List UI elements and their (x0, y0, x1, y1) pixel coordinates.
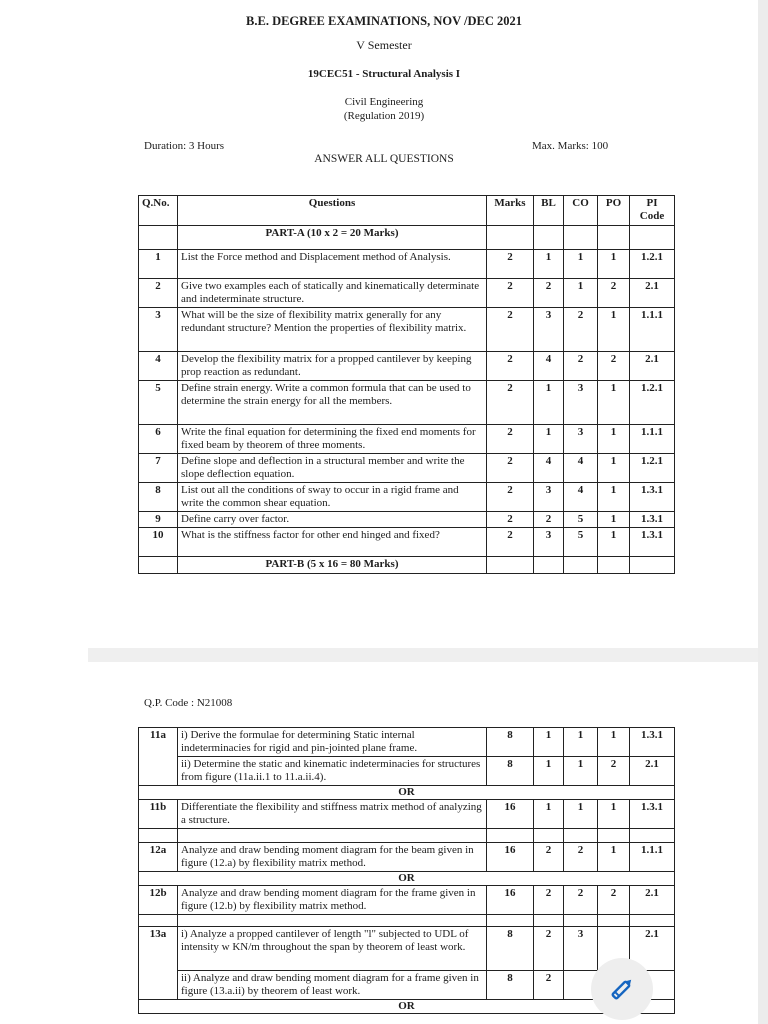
table-row (139, 381, 675, 425)
bl-cell: 1 (534, 381, 564, 425)
marks-cell: 16 (487, 800, 534, 829)
marks-cell: 2 (487, 250, 534, 279)
q-number: 10 (139, 528, 178, 557)
question-text: Analyze and draw bending moment diagram for the beam given in figure (12.a) by flexibility matrix method. (178, 843, 487, 872)
marks-cell: 2 (487, 483, 534, 512)
q-number: 8 (139, 483, 178, 512)
header-row (139, 196, 675, 226)
co-cell: 1 (564, 279, 598, 308)
col-co: CO (564, 196, 598, 226)
question-text: i) Analyze a propped cantilever of length "l" subjected to UDL of intensity w KN/m throughout the span by theorem of least work. (178, 927, 487, 971)
po-cell: 2 (598, 352, 630, 381)
pi-cell: 1.1.1 (630, 425, 675, 454)
po-cell: 2 (598, 279, 630, 308)
bl-cell: 4 (534, 352, 564, 381)
pi-cell: 2.1 (630, 927, 675, 971)
col-qno: Q.No. (139, 196, 178, 226)
marks-cell: 2 (487, 381, 534, 425)
or-label: OR (139, 872, 675, 886)
spacer-row (139, 829, 675, 843)
q-number: 7 (139, 454, 178, 483)
pi-cell: 1.1.1 (630, 308, 675, 352)
pi-cell: 1.3.1 (630, 483, 675, 512)
bl-cell: 2 (534, 843, 564, 872)
q-number: 5 (139, 381, 178, 425)
spacer-row (139, 915, 675, 927)
course-title: 19CEC51 - Structural Analysis I (307, 68, 461, 80)
department: Civil Engineering (344, 96, 424, 108)
q-number: 11a (139, 728, 178, 786)
q-number: 1 (139, 250, 178, 279)
table-row (139, 454, 675, 483)
question-text: Define strain energy. Write a common formula that can be used to determine the strain energy for all the members. (178, 381, 487, 425)
regulation: (Regulation 2019) (343, 110, 425, 122)
table-row (139, 528, 675, 557)
table-row (139, 512, 675, 528)
table-row (139, 800, 675, 829)
part-a-row (139, 226, 675, 250)
po-cell: 1 (598, 512, 630, 528)
exam-title: B.E. DEGREE EXAMINATIONS, NOV /DEC 2021 (246, 14, 522, 28)
col-pi-code: PI Code (630, 196, 675, 226)
co-cell: 1 (564, 800, 598, 829)
question-text: List the Force method and Displacement method of Analysis. (178, 250, 487, 279)
bl-cell: 3 (534, 308, 564, 352)
bl-cell: 1 (534, 757, 564, 786)
co-cell: 4 (564, 454, 598, 483)
bl-cell: 2 (534, 971, 564, 1000)
table-row (139, 250, 675, 279)
bl-cell: 1 (534, 425, 564, 454)
pi-cell: 1.3.1 (630, 728, 675, 757)
pi-cell: 1.3.1 (630, 800, 675, 829)
pi-cell: 1.2.1 (630, 454, 675, 483)
bl-cell: 1 (534, 800, 564, 829)
bl-cell: 2 (534, 279, 564, 308)
table-row (139, 728, 675, 757)
pi-cell: 1.2.1 (630, 250, 675, 279)
po-cell: 2 (598, 757, 630, 786)
marks-cell: 2 (487, 528, 534, 557)
pi-cell: 2.1 (630, 757, 675, 786)
marks-cell: 16 (487, 843, 534, 872)
question-text: Define carry over factor. (178, 512, 487, 528)
q-number: 9 (139, 512, 178, 528)
bl-cell: 1 (534, 728, 564, 757)
duration: Duration: 3 Hours (144, 140, 225, 152)
marks-cell: 2 (487, 512, 534, 528)
scroll-edge (758, 0, 768, 1024)
question-text: Differentiate the flexibility and stiffness matrix method of analyzing a structure. (178, 800, 487, 829)
table-row (139, 425, 675, 454)
col-bl: BL (534, 196, 564, 226)
question-text: What will be the size of flexibility matrix generally for any redundant structure? Mention the properties of flexibility matrix. (178, 308, 487, 352)
qp-code: Q.P. Code : N21008 (144, 697, 233, 709)
po-cell: 1 (598, 483, 630, 512)
or-row (139, 786, 675, 800)
marks-cell: 8 (487, 927, 534, 971)
question-text: Write the final equation for determining the fixed end moments for fixed beam by theorem of three moments. (178, 425, 487, 454)
marks-cell: 2 (487, 279, 534, 308)
question-text: ii) Analyze and draw bending moment diagram for a frame given in figure (13.a.ii) by theorem of least work. (178, 971, 487, 1000)
co-cell: 4 (564, 483, 598, 512)
question-text: ii) Determine the static and kinematic indeterminacies for structures from figure (11a.ii.1 to 11.a.ii.4). (178, 757, 487, 786)
pi-cell: 2.1 (630, 279, 675, 308)
edit-button[interactable] (591, 958, 653, 1020)
co-cell: 1 (564, 728, 598, 757)
or-row (139, 872, 675, 886)
po-cell: 1 (598, 800, 630, 829)
marks-cell: 8 (487, 728, 534, 757)
bl-cell: 2 (534, 886, 564, 915)
question-text: Analyze and draw bending moment diagram for the frame given in figure (12.b) by flexibility matrix method. (178, 886, 487, 915)
co-cell: 1 (564, 250, 598, 279)
question-text: Develop the flexibility matrix for a propped cantilever by keeping prop reaction as redundant. (178, 352, 487, 381)
po-cell: 1 (598, 308, 630, 352)
or-label: OR (139, 786, 675, 800)
po-cell: 1 (598, 381, 630, 425)
part-b-heading: PART-B (5 x 16 = 80 Marks) (178, 557, 487, 574)
col-questions: Questions (178, 196, 487, 226)
co-cell: 3 (564, 425, 598, 454)
pi-cell: 2.1 (630, 352, 675, 381)
po-cell: 1 (598, 250, 630, 279)
marks-cell: 2 (487, 454, 534, 483)
max-marks: Max. Marks: 100 (532, 140, 609, 152)
marks-cell: 2 (487, 352, 534, 381)
question-text: List out all the conditions of sway to occur in a rigid frame and write the common shear equation. (178, 483, 487, 512)
marks-cell: 8 (487, 757, 534, 786)
instruction: ANSWER ALL QUESTIONS (314, 153, 454, 165)
part-b-table (138, 727, 675, 1014)
table-row (139, 308, 675, 352)
bl-cell: 2 (534, 927, 564, 971)
bl-cell: 2 (534, 512, 564, 528)
co-cell: 2 (564, 843, 598, 872)
q-number: 6 (139, 425, 178, 454)
q-number: 3 (139, 308, 178, 352)
q-number: 2 (139, 279, 178, 308)
po-cell: 1 (598, 454, 630, 483)
question-text: i) Derive the formulae for determining Static internal indeterminacies for rigid and pin-jointed plane frame. (178, 728, 487, 757)
pencil-icon (606, 973, 638, 1005)
marks-cell: 16 (487, 886, 534, 915)
pi-cell: 1.1.1 (630, 843, 675, 872)
table-row (139, 483, 675, 512)
col-po: PO (598, 196, 630, 226)
pi-cell: 1.2.1 (630, 381, 675, 425)
table-row (139, 886, 675, 915)
bl-cell: 3 (534, 528, 564, 557)
col-marks: Marks (487, 196, 534, 226)
co-cell: 3 (564, 381, 598, 425)
part-a-table (138, 195, 675, 574)
po-cell: 2 (598, 886, 630, 915)
marks-cell: 2 (487, 308, 534, 352)
po-cell: 1 (598, 843, 630, 872)
pi-cell: 1.3.1 (630, 528, 675, 557)
bl-cell: 4 (534, 454, 564, 483)
marks-cell: 2 (487, 425, 534, 454)
pi-cell: 1.3.1 (630, 512, 675, 528)
table-row (139, 279, 675, 308)
po-cell: 1 (598, 528, 630, 557)
table-row (139, 757, 675, 786)
q-number: 13a (139, 927, 178, 1000)
question-text: What is the stiffness factor for other end hinged and fixed? (178, 528, 487, 557)
marks-cell: 8 (487, 971, 534, 1000)
question-text: Define slope and deflection in a structural member and write the slope deflection equation. (178, 454, 487, 483)
table-row (139, 352, 675, 381)
part-a-heading: PART-A (10 x 2 = 20 Marks) (178, 226, 487, 250)
question-text: Give two examples each of statically and kinematically determinate and indeterminate structure. (178, 279, 487, 308)
co-cell: 5 (564, 528, 598, 557)
co-cell: 3 (564, 927, 598, 971)
table-row (139, 843, 675, 872)
po-cell: 1 (598, 728, 630, 757)
q-number: 12b (139, 886, 178, 915)
table-row (139, 927, 675, 971)
co-cell: 2 (564, 352, 598, 381)
co-cell: 2 (564, 308, 598, 352)
po-cell: 1 (598, 425, 630, 454)
bl-cell: 3 (534, 483, 564, 512)
q-number: 4 (139, 352, 178, 381)
pi-cell: 2.1 (630, 886, 675, 915)
co-cell: 1 (564, 757, 598, 786)
co-cell: 2 (564, 886, 598, 915)
bl-cell: 1 (534, 250, 564, 279)
q-number: 12a (139, 843, 178, 872)
or-label: OR (139, 1000, 675, 1014)
co-cell: 5 (564, 512, 598, 528)
page-break (88, 648, 758, 662)
q-number: 11b (139, 800, 178, 829)
part-b-row (139, 557, 675, 574)
semester: V Semester (356, 38, 412, 52)
